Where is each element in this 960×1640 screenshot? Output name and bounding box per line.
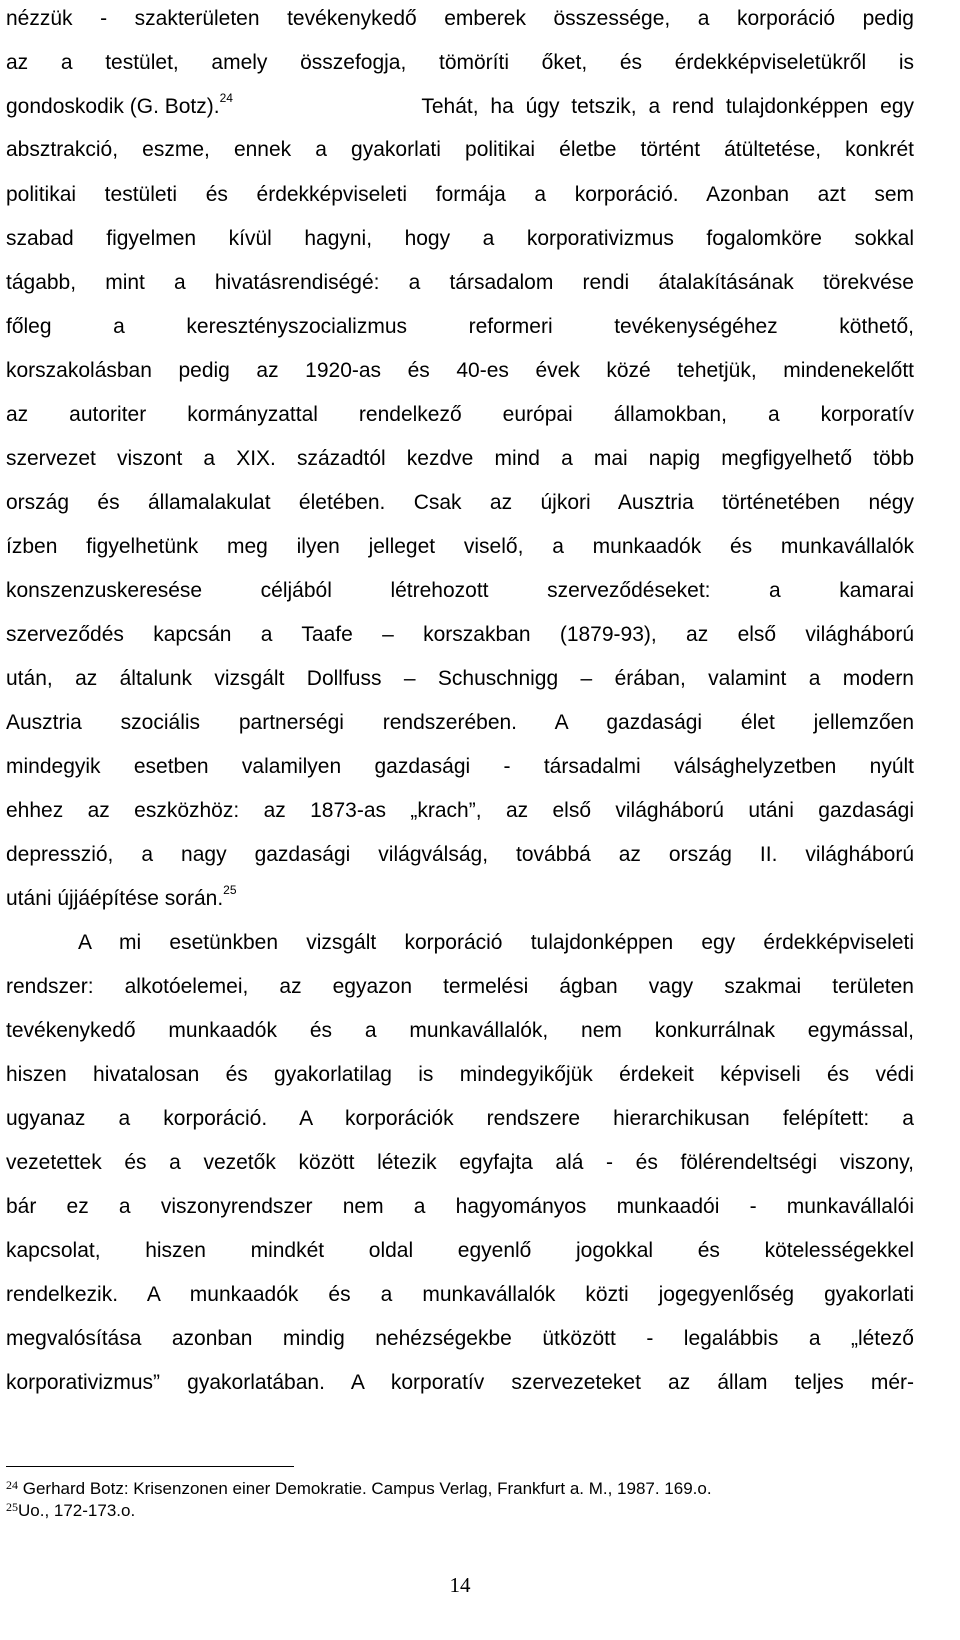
text-line: ország és államalakulat életében. Csak az újkori Ausztria történetében négy <box>6 491 914 514</box>
text-line: ízben figyelhetünk meg ilyen jelleget viselő, a munkaadók és munkavállalók <box>6 535 914 558</box>
text-line: Ausztria szociális partnerségi rendszerében. A gazdasági élet jellemzően <box>6 711 914 734</box>
footnote-reference-25: 25 <box>223 884 237 897</box>
text-line: megvalósítása azonban mindig nehézségekbe ütközött - legalábbis a „létező <box>6 1327 914 1350</box>
text-fragment <box>6 92 233 122</box>
text-line: depresszió, a nagy gazdasági világválság, továbbá az ország II. világháború <box>6 843 914 866</box>
footnote-text: Uo., 172-173.o. <box>18 1501 136 1520</box>
text-line: rendszer: alkotóelemei, az egyazon termelési ágban vagy szakmai területen <box>6 975 914 998</box>
text-line: konszenzuskeresése céljából létrehozott szerveződéseket: a kamarai <box>6 579 914 602</box>
text-line: hiszen hivatalosan és gyakorlatilag is mindegyikőjük érdekeit képviseli és védi <box>6 1063 914 1086</box>
text-line: vezetettek és a vezetők között létezik egyfajta alá - és fölérendeltségi viszony, <box>6 1151 914 1174</box>
text-line: ugyanaz a korporáció. A korporációk rendszere hierarchikusan felépített: a <box>6 1107 914 1130</box>
footnote-reference-24: 24 <box>219 92 233 105</box>
text-fragment: utáni újjáépítése során. <box>6 887 224 910</box>
text-line: mindegyik esetben valamilyen gazdasági - társadalmi válsághelyzetben nyúlt <box>6 755 914 778</box>
footnote-mark: 25 <box>6 1500 18 1514</box>
footnote-25 <box>6 1500 914 1522</box>
text-line: absztrakció, eszme, ennek a gyakorlati politikai életbe történt átültetése, konkrét <box>6 138 914 161</box>
text-line: az a testület, amely összefogja, tömöríti őket, és érdekképviseletükről is <box>6 51 914 74</box>
text-fragment-prefix: gondoskodik (G. Botz). <box>6 95 220 118</box>
paragraph-first-line: A mi esetünkben vizsgált korporáció tulajdonképpen egy érdekképviseleti <box>78 931 914 954</box>
text-line: politikai testületi és érdekképviseleti formája a korporáció. Azonban azt sem <box>6 183 914 206</box>
text-line-with-footnote <box>6 92 914 122</box>
text-line: szabad figyelmen kívül hagyni, hogy a korporativizmus fogalomköre sokkal <box>6 227 914 250</box>
text-line: korszakolásban pedig az 1920-as és 40-es évek közé tehetjük, mindenekelőtt <box>6 359 914 382</box>
text-line <box>6 884 914 914</box>
text-line: tevékenykedő munkaadók és a munkavállalók, nem konkurrálnak egymással, <box>6 1019 914 1042</box>
text-line: ehhez az eszközhöz: az 1873-as „krach”, az első világháború utáni gazdasági <box>6 799 914 822</box>
text-line: bár ez a viszonyrendszer nem a hagyományos munkaadói - munkavállalói <box>6 1195 914 1218</box>
text-line: szerveződés kapcsán a Taafe – korszakban (1879-93), az első világháború <box>6 623 914 646</box>
text-line: kapcsolat, hiszen mindkét oldal egyenlő jogokkal és kötelességekkel <box>6 1239 914 1262</box>
footnote-text: Gerhard Botz: Krisenzonen einer Demokratie. Campus Verlag, Frankfurt a. M., 1987. 169.o. <box>22 1479 712 1498</box>
footnotes <box>6 1478 914 1522</box>
text-line: az autoriter kormányzattal rendelkező európai államokban, a korporatív <box>6 403 914 426</box>
text-line: korporativizmus” gyakorlatában. A korporatív szervezeteket az állam teljes mér- <box>6 1371 914 1394</box>
page-number: 14 <box>449 1573 471 1597</box>
text-line: főleg a keresztényszocializmus reformeri tevékenységéhez köthető, <box>6 315 914 338</box>
footnote-mark: 24 <box>6 1478 18 1492</box>
text-line: után, az általunk vizsgált Dollfuss – Schuschnigg – érában, valamint a modern <box>6 667 914 690</box>
footnote-24 <box>6 1478 914 1500</box>
text-line: szervezet viszont a XIX. századtól kezdve mind a mai napig megfigyelhető több <box>6 447 914 470</box>
text-line: tágabb, mint a hivatásrendiségé: a társadalom rendi átalakításának törekvése <box>6 271 914 294</box>
text-line: nézzük - szakterületen tevékenykedő emberek összessége, a korporáció pedig <box>6 7 914 30</box>
text-line: rendelkezik. A munkaadók és a munkavállalók közti jogegyenlőség gyakorlati <box>6 1283 914 1306</box>
footnote-separator <box>6 1466 294 1467</box>
text-fragment: Tehát, ha úgy tetszik, a rend tulajdonképpen egy <box>421 95 914 118</box>
